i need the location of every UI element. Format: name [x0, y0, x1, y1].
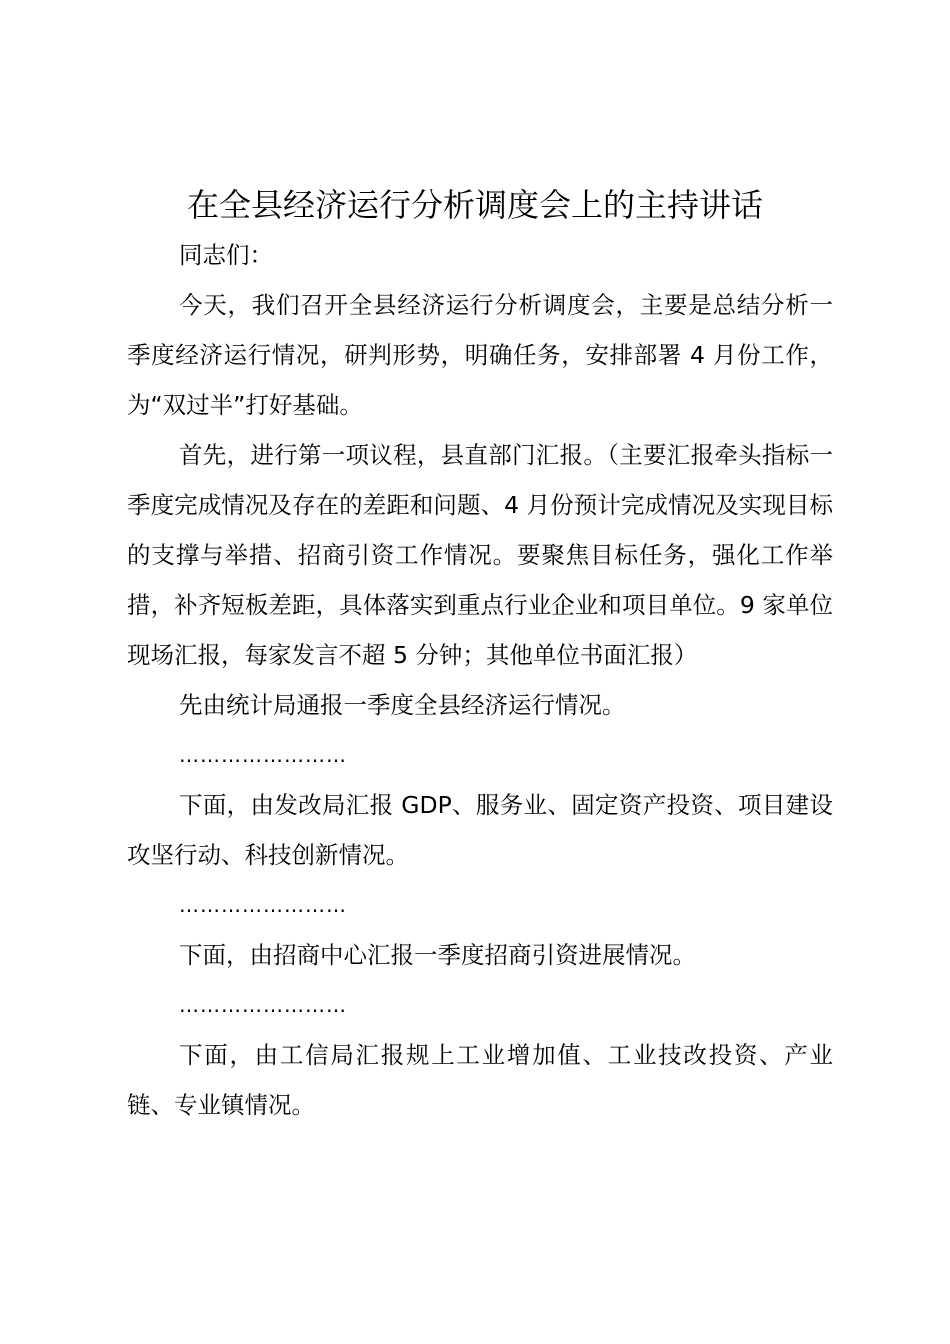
paragraph-development: 下面，由发改局汇报 GDP、服务业、固定资产投资、项目建设攻坚行动、科技创新情况。: [127, 791, 833, 869]
paragraph-investment: 下面，由招商中心汇报一季度招商引资进展情况。: [179, 941, 696, 969]
document-body: [127, 230, 833, 1130]
greeting: 同志们：: [179, 241, 273, 269]
document-title: 在全县经济运行分析调度会上的主持讲话: [186, 186, 763, 224]
ellipsis-line: ……………………: [179, 893, 347, 917]
paragraph-industry: 下面，由工信局汇报规上工业增加值、工业技改投资、产业链、专业镇情况。: [127, 1041, 833, 1119]
paragraph-agenda: 首先，进行第一项议程，县直部门汇报。（主要汇报牵头指标一季度完成情况及存在的差距和问题、4 月份预计完成情况及实现目标的支撑与举措、招商引资工作情况。要聚焦目标任务，强化工作举措，补齐短板差距，具体落实到重点行业企业和项目单位。9 家单位现场汇报，每家发言不超 5 分钟；其他单位书面汇报）: [127, 441, 833, 669]
paragraph-opening: 今天，我们召开全县经济运行分析调度会，主要是总结分析一季度经济运行情况，研判形势，明确任务，安排部署 4 月份工作，为“双过半”打好基础。: [127, 291, 833, 419]
ellipsis-line: ……………………: [179, 993, 347, 1017]
paragraph-statistics: 先由统计局通报一季度全县经济运行情况。: [179, 691, 626, 719]
ellipsis-line: ……………………: [179, 743, 347, 767]
